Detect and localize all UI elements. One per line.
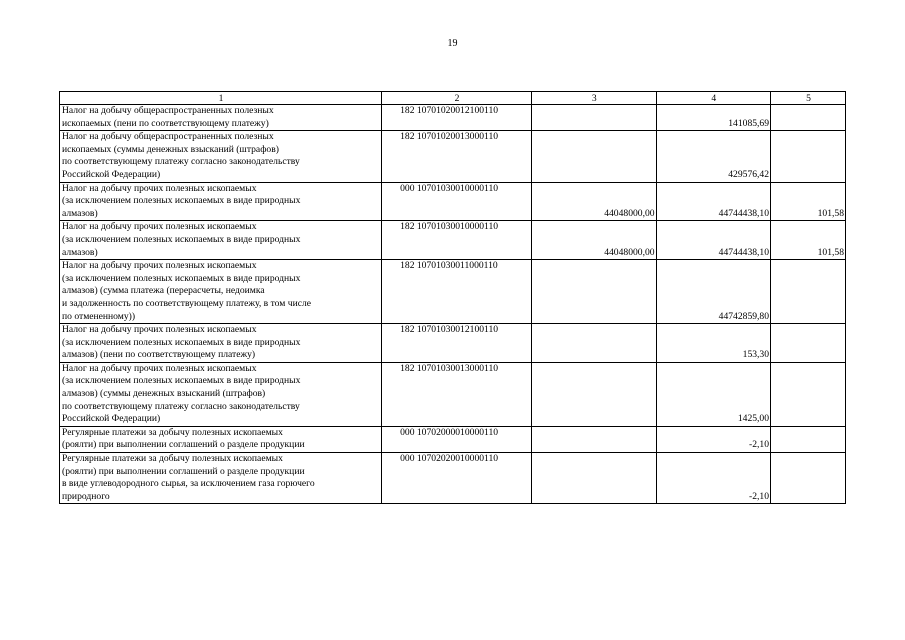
plan-amount: 44048000,00	[532, 221, 657, 260]
actual-amount: -2,10	[656, 453, 770, 504]
table-row	[60, 324, 846, 363]
plan-amount	[532, 426, 657, 452]
actual-amount: 141085,69	[656, 105, 770, 131]
execution-percent	[771, 105, 846, 131]
income-name: Налог на добычу прочих полезных ископаемых (за исключением полезных ископаемых в виде природных алмазов) (суммы денежных взысканий (штрафов) по соответствующему платежу согласно законодательству Российской Федерации)	[60, 362, 382, 426]
income-name: Налог на добычу общераспространенных полезных ископаемых (пени по соответствующему платежу)	[60, 105, 382, 131]
income-name: Налог на добычу общераспространенных полезных ископаемых (суммы денежных взысканий (штрафов) по соответствующему платежу согласно законодательству Российской Федерации)	[60, 131, 382, 182]
table-row	[60, 362, 846, 426]
budget-code: 182 10701030012100110	[382, 324, 532, 363]
execution-percent	[771, 362, 846, 426]
table-row	[60, 260, 846, 324]
plan-amount	[532, 105, 657, 131]
column-number: 2	[382, 92, 532, 105]
execution-percent: 101,58	[771, 182, 846, 221]
plan-amount	[532, 324, 657, 363]
income-name: Регулярные платежи за добычу полезных ископаемых (роялти) при выполнении соглашений о разделе продукции	[60, 426, 382, 452]
page-number: 19	[447, 38, 458, 49]
column-number: 5	[771, 92, 846, 105]
table-row	[60, 453, 846, 504]
execution-percent	[771, 260, 846, 324]
budget-code: 182 10701030011000110	[382, 260, 532, 324]
budget-code: 182 10701030010000110	[382, 221, 532, 260]
plan-amount	[532, 131, 657, 182]
budget-code: 000 10702020010000110	[382, 453, 532, 504]
column-number-row	[60, 92, 846, 105]
actual-amount: 44744438,10	[656, 221, 770, 260]
execution-percent: 101,58	[771, 221, 846, 260]
plan-amount	[532, 260, 657, 324]
column-number: 4	[656, 92, 770, 105]
actual-amount: 1425,00	[656, 362, 770, 426]
table-row	[60, 182, 846, 221]
budget-code: 182 10701030013000110	[382, 362, 532, 426]
budget-code: 000 10701030010000110	[382, 182, 532, 221]
budget-code: 000 10702000010000110	[382, 426, 532, 452]
execution-percent	[771, 426, 846, 452]
plan-amount	[532, 453, 657, 504]
income-name: Налог на добычу прочих полезных ископаемых (за исключением полезных ископаемых в виде природных алмазов)	[60, 221, 382, 260]
actual-amount: 429576,42	[656, 131, 770, 182]
execution-percent	[771, 453, 846, 504]
income-name: Налог на добычу прочих полезных ископаемых (за исключением полезных ископаемых в виде природных алмазов)	[60, 182, 382, 221]
budget-income-table	[59, 91, 846, 504]
income-name: Налог на добычу прочих полезных ископаемых (за исключением полезных ископаемых в виде природных алмазов) (пени по соответствующему платежу)	[60, 324, 382, 363]
execution-percent	[771, 131, 846, 182]
table-row	[60, 221, 846, 260]
table-row	[60, 105, 846, 131]
execution-percent	[771, 324, 846, 363]
table-row	[60, 131, 846, 182]
plan-amount: 44048000,00	[532, 182, 657, 221]
table-row	[60, 426, 846, 452]
actual-amount: -2,10	[656, 426, 770, 452]
actual-amount: 44742859,80	[656, 260, 770, 324]
actual-amount: 44744438,10	[656, 182, 770, 221]
column-number: 3	[532, 92, 657, 105]
plan-amount	[532, 362, 657, 426]
income-name: Налог на добычу прочих полезных ископаемых (за исключением полезных ископаемых в виде природных алмазов) (сумма платежа (перерасчеты, недоимка и задолженность по соответствующему платежу, в том числе по отмененному))	[60, 260, 382, 324]
budget-code: 182 10701020013000110	[382, 131, 532, 182]
income-name: Регулярные платежи за добычу полезных ископаемых (роялти) при выполнении соглашений о разделе продукции в виде углеводородного сырья, за исключением газа горючего природного	[60, 453, 382, 504]
budget-code: 182 10701020012100110	[382, 105, 532, 131]
column-number: 1	[60, 92, 382, 105]
actual-amount: 153,30	[656, 324, 770, 363]
